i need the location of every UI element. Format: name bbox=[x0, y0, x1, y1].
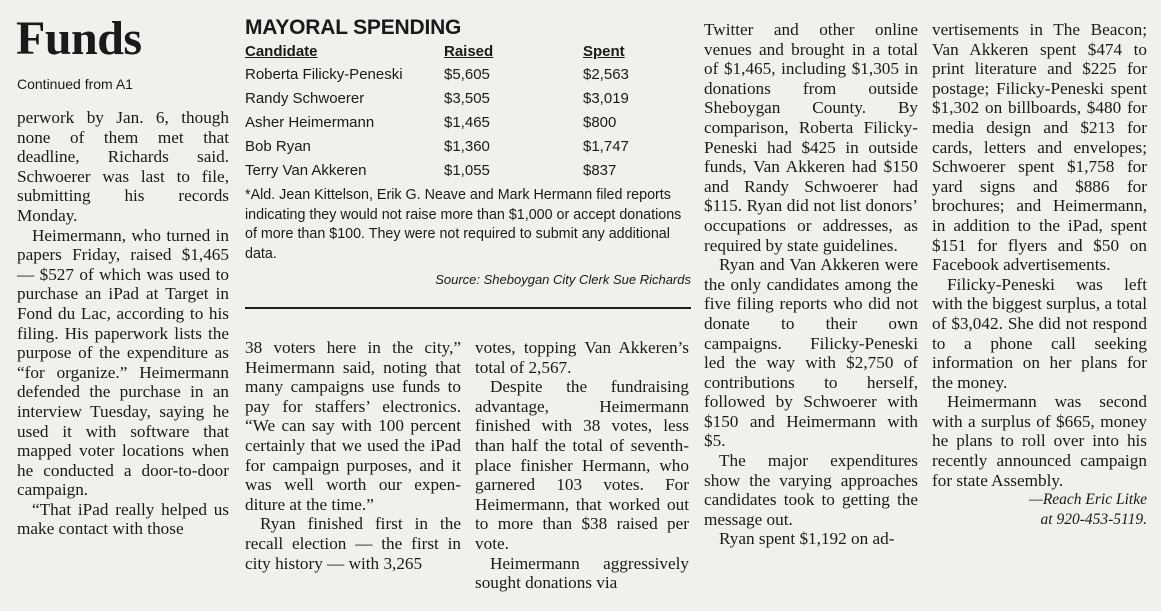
sidebar-source: Source: Sheboygan City Clerk Sue Richards bbox=[435, 272, 691, 287]
paragraph: Heimermann aggressively sought donations via bbox=[475, 553, 689, 593]
raised-value: $1,360 bbox=[444, 138, 490, 155]
column-2 bbox=[245, 338, 461, 573]
paragraph: votes, topping Van Akkeren’s total of 2,567. bbox=[475, 338, 689, 377]
candidate-name: Asher Heimermann bbox=[245, 114, 375, 131]
raised-value: $3,505 bbox=[444, 90, 490, 107]
paragraph: Ryan spent $1,192 on ad- bbox=[719, 529, 895, 549]
table-row bbox=[245, 136, 629, 160]
candidate-name: Randy Schwoerer bbox=[245, 90, 365, 107]
paragraph: Heimermann was second with a surplus of $665, money he plans to roll over into his recently announced campaign for state Assembly. bbox=[932, 392, 1147, 490]
paragraph: Filicky-Peneski was left with the biggest surplus, a total of $3,042. She did not respond to a phone call seeking information on her plans for the money. bbox=[932, 274, 1147, 392]
paragraph: Heimermann, who turned in papers Friday, raised $1,465 — $527 of which was used to purchase an iPad at Target in Fond du Lac, according to his filing. His paperwork lists the purpose of the expenditure as “for organize.” Heimermann defended the purchase in an interview Tuesday, saying he used it with software that mapped voter locations when he conducted a door-to-door campaign. bbox=[17, 225, 229, 500]
spent-value: $800 bbox=[583, 114, 617, 131]
spending-sidebar bbox=[245, 16, 691, 287]
candidate-name: Terry Van Akkeren bbox=[245, 162, 367, 179]
header-raised: Raised bbox=[444, 43, 494, 60]
table-header-row bbox=[245, 43, 629, 64]
spent-value: $2,563 bbox=[583, 66, 629, 83]
paragraph: 38 voters here in the city,” Heimermann said, noting that many campaigns use funds to pay for staffers’ electronics. “We can say with 100 percent certainly that we used the iPad for campaign purposes, and it was well worth our expenditure at the time.” bbox=[245, 338, 461, 514]
spent-value: $3,019 bbox=[583, 90, 629, 107]
sidebar-note: *Ald. Jean Kittelson, Erik G. Neave and Mark Hermann filed reports indicating they would not raise more than $1,000 or accept donations of more than $100. They were not required to submit any additional data. bbox=[245, 187, 682, 262]
column-4 bbox=[704, 20, 918, 549]
sidebar-rule bbox=[245, 307, 691, 309]
table-row bbox=[245, 88, 629, 112]
paragraph: “That iPad really helped us make contact with those bbox=[17, 499, 229, 539]
paragraph: Ryan finished first in the recall election — the first in city history — with 3,265 bbox=[245, 514, 461, 573]
header-candidate: Candidate bbox=[245, 43, 318, 60]
reporter-phone: at 920-453-5119. bbox=[1040, 510, 1147, 528]
header-spent: Spent bbox=[583, 43, 625, 60]
candidate-name: Bob Ryan bbox=[245, 138, 311, 155]
paragraph: Despite the fundraising advantage, Heimermann finished with 38 votes, less than half the total of seventh-place finisher Hermann, who garnered 103 votes. For Heimermann, that worked out to more than $38 raised per vote. bbox=[475, 377, 689, 553]
paragraph: Twitter and other online venues and brought in a total of $1,465, including $1,305 in donations from outside Sheboygan County. By comparison, Roberta Filicky-Peneski had $425 in outside funds, Van Akkeren had $150 and Randy Schwoerer had $115. Ryan did not list donors’ occupations or addresses, as required by state guidelines. bbox=[704, 20, 918, 255]
spending-table bbox=[245, 43, 629, 184]
candidate-name: Roberta Filicky-Peneski bbox=[245, 66, 403, 83]
spent-value: $837 bbox=[583, 162, 617, 179]
raised-value: $1,055 bbox=[444, 162, 490, 179]
paragraph: perwork by Jan. 6, though none of them met that deadline, Richards said. Schwoerer was last to file, submitting his records Monday. bbox=[17, 108, 229, 225]
table-row bbox=[245, 160, 629, 184]
column-1 bbox=[17, 108, 229, 539]
table-row bbox=[245, 64, 629, 88]
reporter-signature: —Reach Eric Litke bbox=[1029, 491, 1147, 509]
paragraph: The major expenditures show the varying approaches candidates took to getting the message out. bbox=[704, 451, 918, 529]
column-5 bbox=[932, 20, 1147, 529]
spent-value: $1,747 bbox=[583, 138, 629, 155]
sidebar-title: MAYORAL SPENDING bbox=[245, 16, 462, 39]
table-row bbox=[245, 112, 629, 136]
continued-from: Continued from A1 bbox=[17, 76, 133, 92]
raised-value: $1,465 bbox=[444, 114, 490, 131]
paragraph: Ryan and Van Akkeren were the only candidates among the five filing reports who did not donate to their own campaigns. Filicky-Peneski led the way with $2,750 of contributions to herself, followed by Schwoerer with $150 and Heimermann with $5. bbox=[704, 255, 918, 451]
raised-value: $5,605 bbox=[444, 66, 490, 83]
paragraph: vertisements in The Beacon; Van Akkeren spent $474 to print literature and $225 for postage; Filicky-Peneski spent $1,302 on billboards, $480 for media design and $213 for cards, letters and envelopes; Schwoerer spent $1,758 for yard signs and $886 for brochures; and Heimermann, in addition to the iPad, spent $151 for flyers and $50 on Facebook advertisements. bbox=[932, 20, 1147, 275]
headline: Funds bbox=[16, 12, 142, 65]
column-3 bbox=[475, 338, 689, 593]
